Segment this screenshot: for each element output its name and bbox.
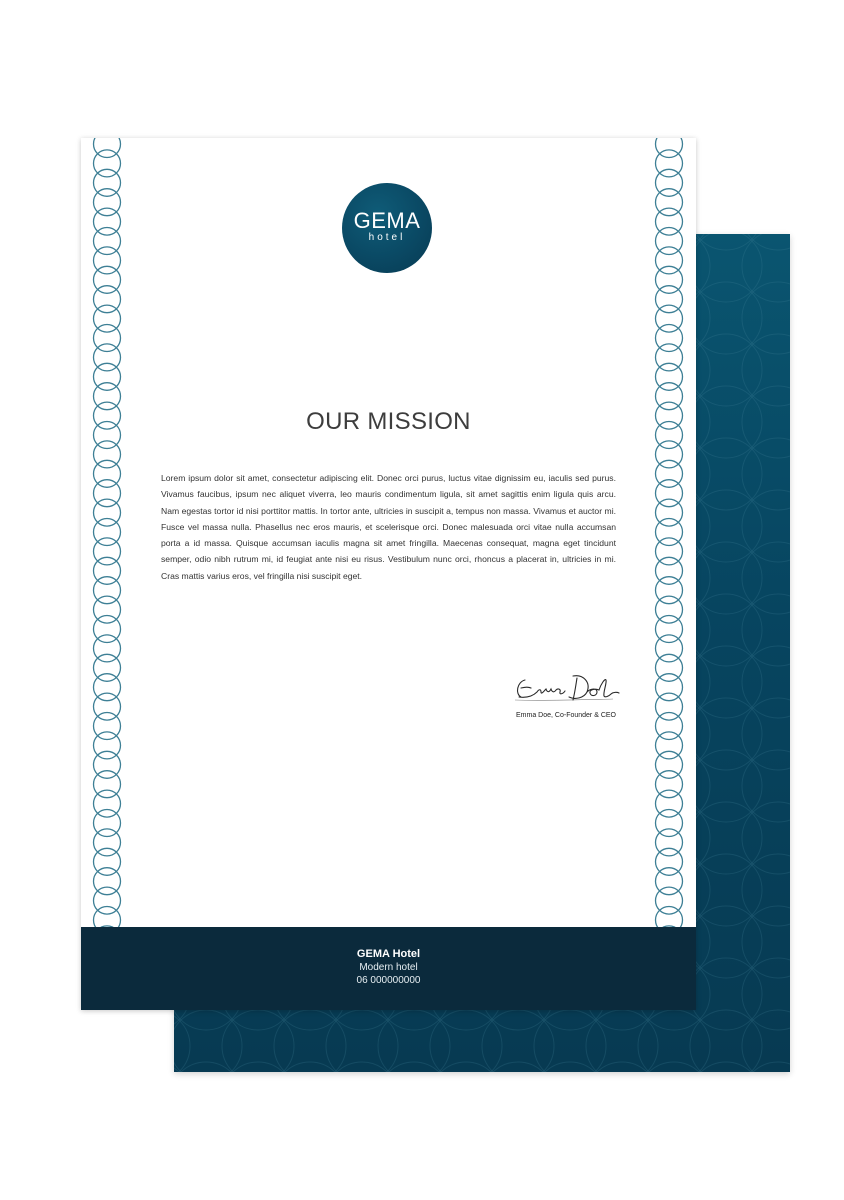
- pattern-ring: [742, 542, 790, 614]
- pattern-ring: [690, 438, 762, 510]
- pattern-ring: [742, 958, 790, 1030]
- pattern-ring: [742, 438, 790, 510]
- footer-tagline: Modern hotel: [359, 962, 418, 973]
- pattern-ring: [742, 234, 790, 302]
- pattern-ring: [742, 698, 790, 770]
- letter-title: OUR MISSION: [306, 408, 471, 435]
- pattern-ring: [742, 646, 790, 718]
- pattern-ring: [690, 854, 762, 926]
- pattern-ring: [690, 802, 762, 874]
- pattern-ring: [690, 386, 762, 458]
- pattern-ring: [742, 750, 790, 822]
- pattern-ring: [690, 906, 762, 978]
- logo-subtitle: hotel: [368, 232, 406, 243]
- pattern-ring: [742, 490, 790, 562]
- pattern-ring: [742, 802, 790, 874]
- pattern-ring: [690, 334, 762, 406]
- pattern-ring: [742, 854, 790, 926]
- pattern-ring: [742, 282, 790, 354]
- signature-caption: Emma Doe, Co-Founder & CEO: [516, 712, 616, 719]
- pattern-ring: [690, 594, 762, 666]
- signature: [513, 670, 623, 706]
- letter-body: Lorem ipsum dolor sit amet, consectetur adipiscing elit. Donec orci purus, luctus vitae dignissim eu, iaculis sed purus. Vivamus faucibus, ipsum nec aliquet viverra, leo mauris condimentum ligula, sit amet sagittis enim ligula quis arcu. Nam egestas tortor id nisi porttitor mattis. In tortor ante, ultricies in suscipit a, tempus non massa. Vivamus et auctor mi. Fusce vel massa nulla. Phasellus nec eros mauris, et scelerisque orci. Donec malesuada orci vitae nulla accumsan porta a id massa. Quisque accumsan iaculis magna sit amet fringilla. Maecenas consequat, magna eget tincidunt semper, odio nibh rutrum mi, id feugiat ante nisi eu risus. Vestibulum nunc orci, rhoncus a placerat in, ultricies in mi. Cras mattis varius eros, vel fringilla nisi suscipit eget.: [161, 473, 616, 581]
- footer-phone: 06 000000000: [356, 975, 421, 986]
- hotel-logo: [342, 183, 432, 273]
- pattern-ring: [690, 646, 762, 718]
- pattern-ring: [690, 750, 762, 822]
- footer-contact: [81, 947, 696, 987]
- logo-wordmark: GEMA: [353, 208, 421, 233]
- pattern-ring: [690, 282, 762, 354]
- pattern-ring: [742, 386, 790, 458]
- right-ring-border: [652, 138, 686, 1010]
- front-sheet: [81, 138, 696, 1010]
- left-ring-border: [90, 138, 124, 1010]
- pattern-ring: [690, 958, 762, 1030]
- pattern-ring: [690, 698, 762, 770]
- pattern-ring: [690, 542, 762, 614]
- footer-hotel-name: GEMA Hotel: [356, 948, 421, 960]
- pattern-ring: [690, 490, 762, 562]
- pattern-ring: [742, 906, 790, 978]
- pattern-ring: [742, 334, 790, 406]
- pattern-ring: [742, 594, 790, 666]
